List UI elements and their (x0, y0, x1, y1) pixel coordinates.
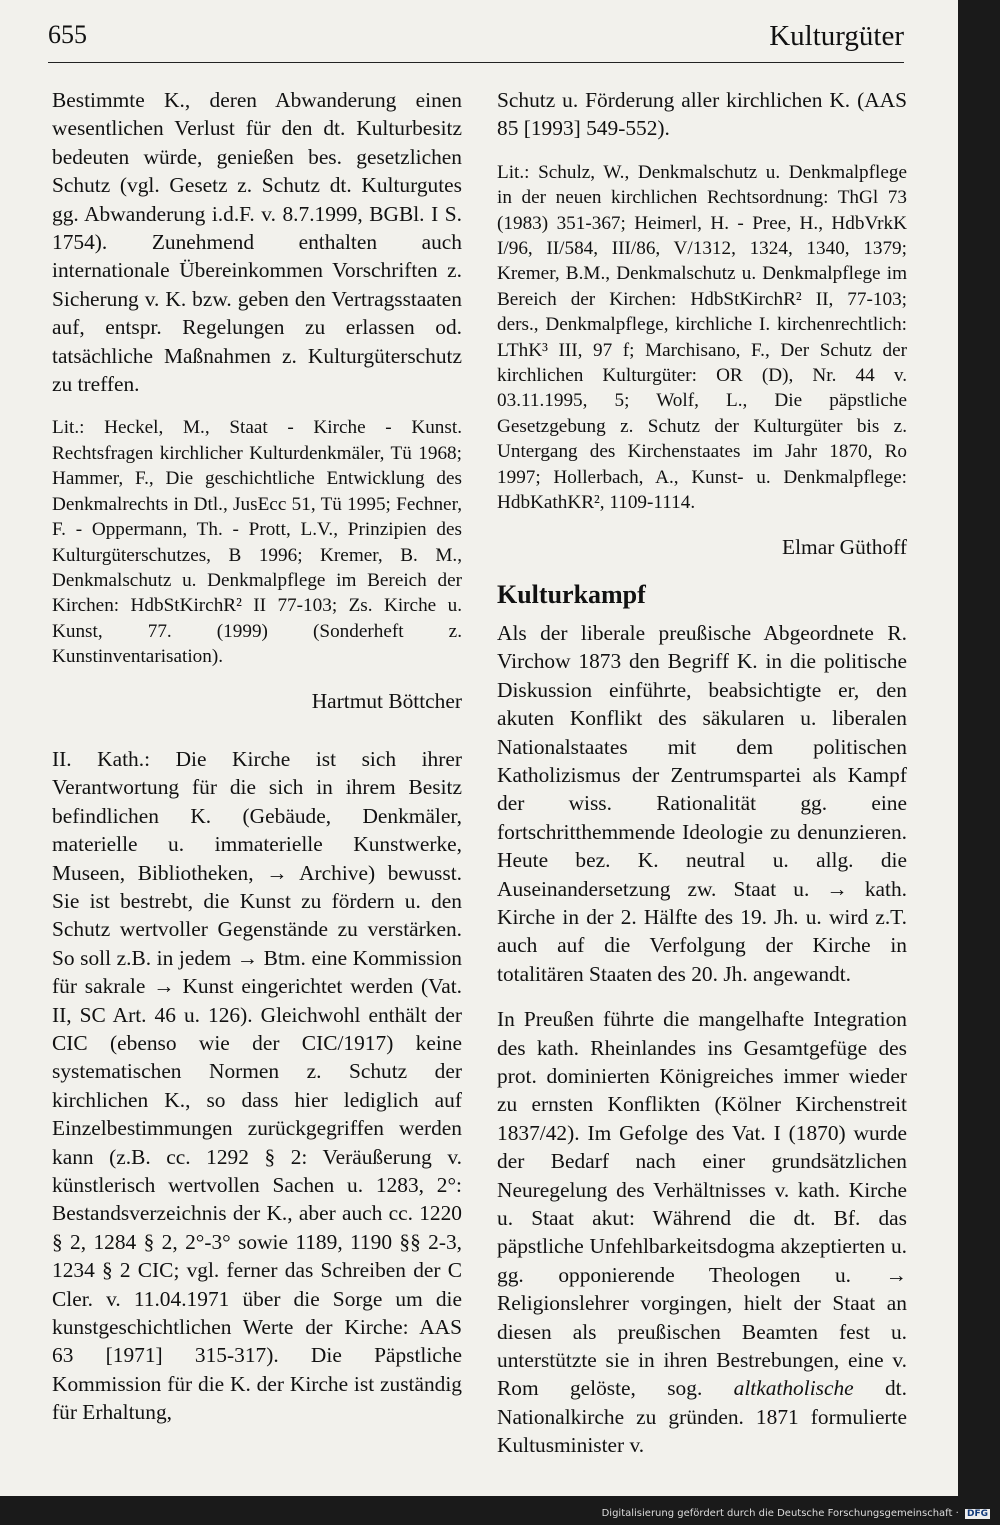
body-paragraph: Als der liberale preußische Abgeordnete R. Virchow 1873 den Begriff K. in die politische Diskussion einführte, beabsichtigte er, den akuten Konflikt des säkularen u. liberalen Nationalstaates mit dem politischen Katholizismus der Zentrumspartei als Kampf der wiss. Rationalität gg. eine fortschritthemmende Ideologie zu denunzieren. Heute bez. K. neutral u. allg. die Auseinandersetzung zw. Staat u. → kath. Kirche in der 2. Hälfte des 19. Jh. u. wird z.T. auch auf die Verfolgung der Kirche in totalitären Staaten des 20. Jh. angewandt. (497, 620, 907, 986)
body-paragraph (497, 1005, 907, 1460)
literature-paragraph: Lit.: Heckel, M., Staat - Kirche - Kunst. Rechtsfragen kirchlicher Kulturdenkmäler, Tü 1968; Hammer, F., Die geschichtliche Entwicklung des Denkmalrechts in Dtl., JusEcc 51, Tü 1995; Fechner, F. - Oppermann, Th. - Prott, L.V., Prinzipien des Kulturgüterschutzes, B 1996; Kremer, B. M., Denkmalschutz u. Denkmalpflege im Bereich der Kirchen: HdbStKirchR² II 77-103; Zs. Kirche u. Kunst, 77. (1999) (Sonderheft z. Kunstinventarisation). (52, 417, 462, 668)
paragraph-text: In Preußen führte die mangelhafte Integration des kath. Rheinlandes ins Gesamtgefüge des prot. dominierten Königreiches immer wieder zu ernsten Konflikten (Kölner Kirchenstreit 1837/42). Im Gefolge des Vat. I (1870) wurde der Bedarf nach einer grundsätzlichen Neuregelung des Verhältnisses v. kath. Kirche u. Staat akut: Während die dt. Bf. das päpstliche Unfehlbarkeitsdogma akzeptierten u. gg. opponierende Theologen u. → Religionslehrer vorgingen, hielt der Staat an diesen als preußischen Beamten fest u. unterstützte sie in ihren Bestrebungen, eine v. Rom gelöste, sog. (497, 1007, 907, 1401)
header-rule (48, 62, 904, 63)
entry-title: Kulturkampf (497, 579, 646, 609)
body-paragraph: Bestimmte K., deren Abwanderung einen wesentlichen Verlust für den dt. Kulturbesitz bedeuten würde, genießen bes. gesetzlichen Schutz (vgl. Gesetz z. Schutz dt. Kulturgutes gg. Abwanderung i.d.F. v. 8.7.1999, BGBl. I S. 1754). Zunehmend enthalten auch internationale Übereinkommen Vorschriften z. Sicherung v. K. bzw. geben den Vertragsstaaten auf, entspr. Regelungen zu erlassen od. tatsächliche Maßnahmen z. Kulturgüterschutz zu treffen. (52, 88, 462, 397)
page-number: 655 (48, 20, 87, 49)
paragraph-text: dt. Nationalkirche zu gründen. 1871 formulierte Kultusminister v. (497, 1376, 907, 1458)
body-paragraph: II. Kath.: Die Kirche ist sich ihrer Verantwortung für die sich in ihrem Besitz befindlichen K. (Gebäude, Denkmäler, materielle u. immaterielle Kunstwerke, Museen, Bibliotheken, → Archive) bewusst. Sie ist bestrebt, die Kunst zu fördern u. den Schutz wertvoller Gegenstände zu verstärken. So soll z.B. in jedem → Btm. eine Kommission für sakrale → Kunst eingerichtet werden (Vat. II, SC Art. 46 u. 126). Gleichwohl enthält der CIC (ebenso wie der CIC/1917) keine systematischen Normen z. Schutz der kirchlichen K., so dass hier lediglich auf Einzelbestimmungen zurückgegriffen werden kann (z.B. cc. 1292 § 2: Veräußerung v. künstlerisch wertvollen Sachen u. 1283, 2°: Bestandsverzeichnis der K., aber auch cc. 1220 § 2, 1284 § 2, 2°-3° sowie 1189, 1190 §§ 2-3, 1234 § 2 CIC; vgl. ferner das Schreiben der C Cler. v. 11.04.1971 über die Sorge um die kunstgeschichtlichen Werte der Kirche: AAS 63 [1971] 315-317). Die Päpstliche Kommission für die K. der Kirche ist zuständig für Erhaltung, (52, 746, 462, 1425)
italic-term: altkatholische (733, 1376, 854, 1401)
body-paragraph: Schutz u. Förderung aller kirchlichen K. (AAS 85 [1993] 549-552). (497, 88, 907, 141)
author-name: Hartmut Böttcher (311, 688, 462, 713)
dfg-logo: DFG (966, 1509, 988, 1519)
digitization-credit: Digitalisierung gefördert durch die Deutsche Forschungsgemeinschaft · DFG (601, 1508, 988, 1519)
author-name: Elmar Güthoff (782, 534, 907, 559)
right-column (497, 86, 907, 1460)
credit-text: Digitalisierung gefördert durch die Deutsche Forschungsgemeinschaft (601, 1508, 953, 1519)
left-column (52, 86, 462, 1427)
running-head: Kulturgüter (769, 20, 904, 52)
literature-paragraph: Lit.: Schulz, W., Denkmalschutz u. Denkmalpflege in der neuen kirchlichen Rechtsordnung: ThGl 73 (1983) 351-367; Heimerl, H. - Pree, H., HdbVrkK I/96, II/584, III/86, V/1312, 1324, 1340, 1379; Kremer, B.M., Denkmalschutz u. Denkmalpflege im Bereich der Kirchen: HdbStKirchR² II, 77-103; ders., Denkmalpflege, kirchliche I. kirchenrechtlich: LThK³ III, 97 f; Marchisano, F., Der Schutz der kirchlichen Kulturgüter: OR (D), Nr. 44 v. 03.11.1995, 5; Wolf, L., Die päpstliche Gesetzgebung z. Schutz der Kulturgüter bis z. Untergang des Kirchenstaates im Jahr 1870, Ro 1997; Hollerbach, A., Kunst- u. Denkmalpflege: HdbKathKR², 1109-1114. (497, 161, 907, 514)
